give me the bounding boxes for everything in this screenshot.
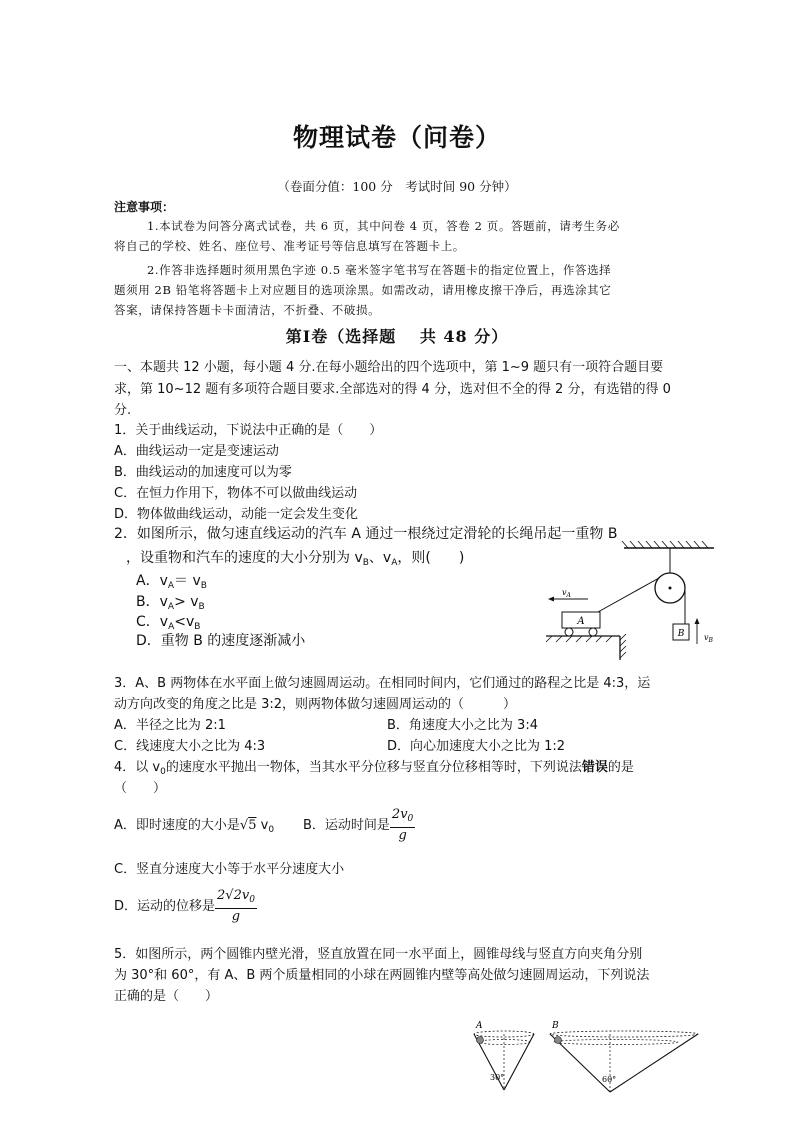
vb-label: $v_B$ xyxy=(704,633,713,644)
option-a: A．曲线运动一定是变速运动 xyxy=(114,444,279,459)
option-d: D．重物 B 的速度逐渐减小 xyxy=(136,633,306,649)
option-c: C．$v_A<v_B$ xyxy=(136,614,201,632)
ball-a-label: A xyxy=(476,1021,483,1031)
question-5-stem-2: 为 30°和 60°，有 A、B 两个质量相同的小球在两圆锥内壁等高处做匀速圆周运动，下列说法 xyxy=(114,968,650,983)
page-title: 物理试卷（问卷） xyxy=(292,123,501,152)
notes-heading: 注意事项： xyxy=(114,200,175,214)
option-d: D．物体做曲线运动，动能一定会发生变化 xyxy=(114,507,359,522)
option-b: B．曲线运动的加速度可以为零 xyxy=(114,465,292,480)
exam-info: （卷面分值：100 分 考试时间 90 分钟） xyxy=(277,179,517,194)
note-line: 答案，请保持答题卡卡面清洁，不折叠、不破损。 xyxy=(114,303,381,317)
question-4-stem: 4．以 $v_0$的速度水平抛出一物体，当其水平分位移与竖直分位移相等时，下列说法错误的是 xyxy=(114,760,634,777)
question-3-stem: 3．A、B 两物体在水平面上做匀速圆周运动。在相同时间内，它们通过的路程之比是 4:3，运 xyxy=(114,676,651,691)
instructions-line: 求，第 10~12 题有多项符合题目要求.全部选对的得 4 分，选对但不全的得 2 分，有选错的得 0 xyxy=(114,382,671,397)
question-5-stem-3: 正确的是（ ） xyxy=(114,989,219,1004)
option-a: A．半径之比为 2:1 xyxy=(114,718,226,733)
option-a: A．即时速度的大小是√5 $v_0$ B．运动时间是 $\frac{2v_0}{g}$ xyxy=(114,807,414,843)
angle-30-label: 30° xyxy=(490,1073,505,1082)
option-c: C．在恒力作用下，物体不可以做曲线运动 xyxy=(114,486,358,501)
question-4-stem-2: （ ） xyxy=(114,781,167,796)
note-line: 题须用 2B 铅笔将答题卡上对应题目的选项涂黑。如需改动，请用橡皮擦干净后，再选涂其它 xyxy=(114,283,612,297)
section-heading: 第Ⅰ卷（选择题 共 48 分） xyxy=(285,327,509,346)
cones-diagram xyxy=(466,1018,706,1118)
ball-b-label: B xyxy=(552,1021,559,1031)
question-2-stem: 2．如图所示，做匀速直线运动的汽车 A 通过一根绕过定滑轮的长绳吊起一重物 B xyxy=(114,526,618,542)
option-a: A．$v_A= v_B$ xyxy=(136,573,207,591)
question-5-stem: 5．如图所示，两个圆锥内壁光滑，竖直放置在同一水平面上，圆锥母线与竖直方向夹角分别 xyxy=(114,947,643,962)
note-line: 1.本试卷为问答分离式试卷，共 6 页，其中问卷 4 页，答卷 2 页。答题前，请考生务必 xyxy=(147,219,620,233)
car-label: A xyxy=(577,616,585,627)
va-label: $v_A$ xyxy=(562,588,571,599)
instructions-line: 一、本题共 12 小题，每小题 4 分.在每小题给出的四个选项中，第 1~9 题只有一项符合题目要 xyxy=(114,360,664,375)
question-3-stem-2: 动方向改变的角度之比是 3:2，则两物体做匀速圆周运动的（ ） xyxy=(114,697,517,712)
note-line: 2.作答非选择题时须用黑色字迹 0.5 毫米签字笔书写在答题卡的指定位置上，作答选择 xyxy=(147,263,612,277)
question-1-stem: 1．关于曲线运动，下说法中正确的是（ ） xyxy=(114,423,383,438)
note-line: 将自己的学校、姓名、座位号、准考证号等信息填写在答题卡上。 xyxy=(114,239,465,253)
option-d: D．向心加速度大小之比为 1:2 xyxy=(387,739,566,754)
question-2-stem-2: ，设重物和汽车的速度的大小分别为 $v_B$、$v_A$，则( ) xyxy=(126,550,465,568)
angle-60-label: 60° xyxy=(602,1075,617,1084)
option-b: B．$v_A> v_B$ xyxy=(136,594,205,612)
instructions-line: 分. xyxy=(114,403,132,418)
option-b: B．角速度大小之比为 3:4 xyxy=(387,718,538,733)
pulley-diagram xyxy=(540,540,730,670)
block-label: B xyxy=(677,629,685,639)
option-d: D．运动的位移是 $\frac{2√2v_0}{g}$ xyxy=(114,888,255,924)
option-c: C．线速度大小之比为 4:3 xyxy=(114,739,266,754)
option-c: C．竖直分速度大小等于水平分速度大小 xyxy=(114,862,345,877)
